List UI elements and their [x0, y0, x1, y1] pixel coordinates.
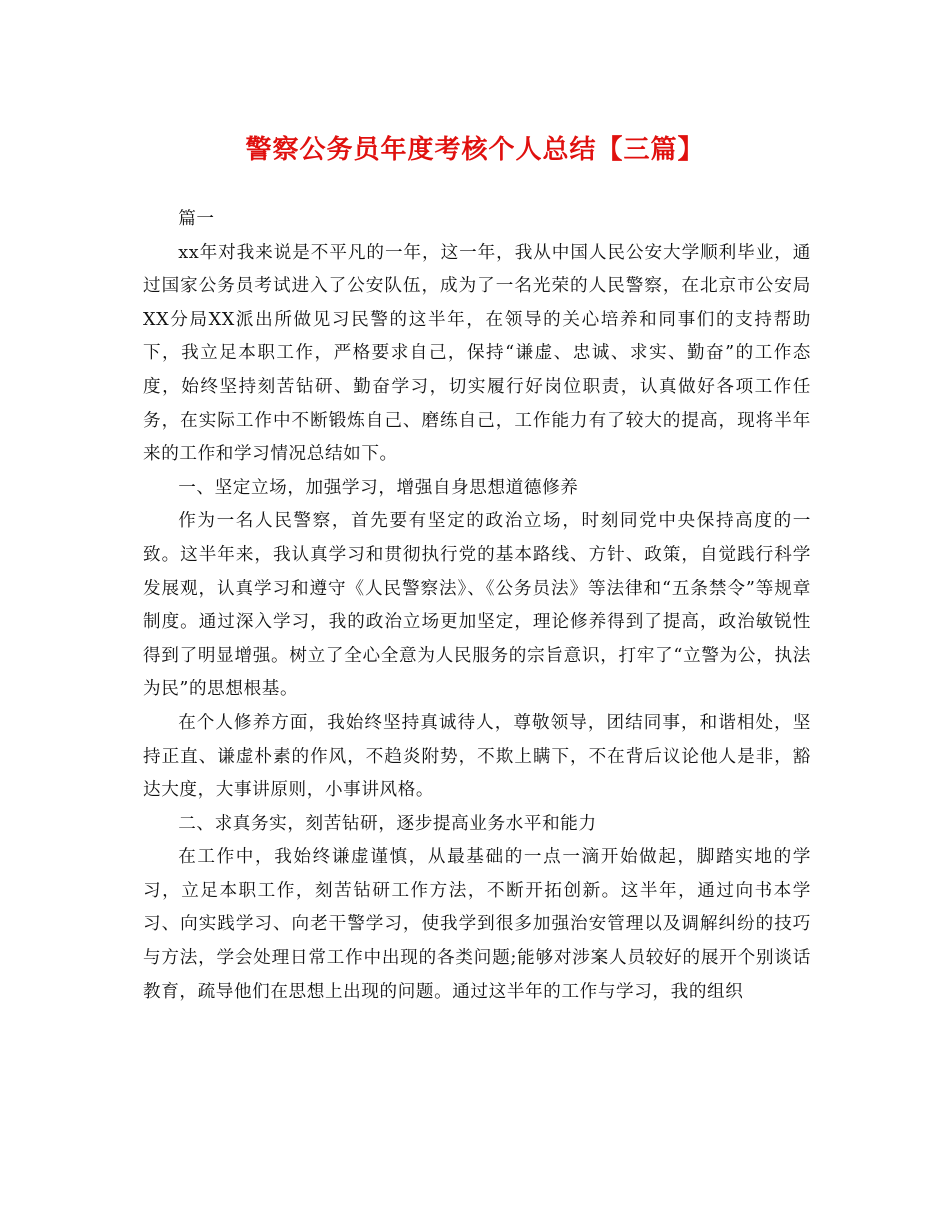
- paragraph-political-stance: 作为一名人民警察，首先要有坚定的政治立场，时刻同党中央保持高度的一致。这半年来，我认真学习和贯彻执行党的基本路线、方针、政策，自觉践行科学发展观，认真学习和遵守《人民警察法》、《公务员法》等法律和“五条禁令”等规章制度。通过深入学习，我的政治立场更加坚定，理论修养得到了提高，政治敏锐性得到了明显增强。树立了全心全意为人民服务的宗旨意识，打牢了“立警为公，执法为民”的思想根基。: [143, 511, 811, 700]
- paragraph-section-label: 篇一: [178, 209, 215, 229]
- paragraph-personal-cultivation: 在个人修养方面，我始终坚持真诚待人，尊敬领导，团结同事，和谐相处，坚持正直、谦虚朴素的作风，不趋炎附势，不欺上瞒下，不在背后议论他人是非，豁达大度，大事讲原则，小事讲风格。: [143, 712, 811, 801]
- paragraph-work-practice: 在工作中，我始终谦虚谨慎，从最基础的一点一滴开始做起，脚踏实地的学习，立足本职工作，刻苦钻研工作方法，不断开拓创新。这半年，通过向书本学习、向实践学习、向老干警学习，使我学到很多加强治安管理以及调解纠纷的技巧与方法，学会处理日常工作中出现的各类问题;能够对涉案人员较好的展开个别谈话教育，疏导他们在思想上出现的问题。通过这半年的工作与学习，我的组织: [143, 847, 811, 1002]
- paragraph-heading-1: 一、坚定立场，加强学习，增强自身思想道德修养: [178, 477, 579, 498]
- paragraph-intro: xx年对我来说是不平凡的一年，这一年，我从中国人民公安大学顺利毕业，通过国家公务员考试进入了公安队伍，成为了一名光荣的人民警察，在北京市公安局XX分局XX派出所做见习民警的这半年，在领导的关心培养和同事们的支持帮助下，我立足本职工作，严格要求自己，保持“谦虚、忠诚、求实、勤奋”的工作态度，始终坚持刻苦钻研、勤奋学习，切实履行好岗位职责，认真做好各项工作任务，在实际工作中不断锻炼自己、磨练自己，工作能力有了较大的提高，现将半年来的工作和学习情况总结如下。: [143, 242, 811, 465]
- document-title: 警察公务员年度考核个人总结【三篇】: [245, 135, 705, 165]
- document-body: [143, 203, 811, 1009]
- paragraph-heading-2: 二、求真务实，刻苦钻研，逐步提高业务水平和能力: [178, 813, 597, 834]
